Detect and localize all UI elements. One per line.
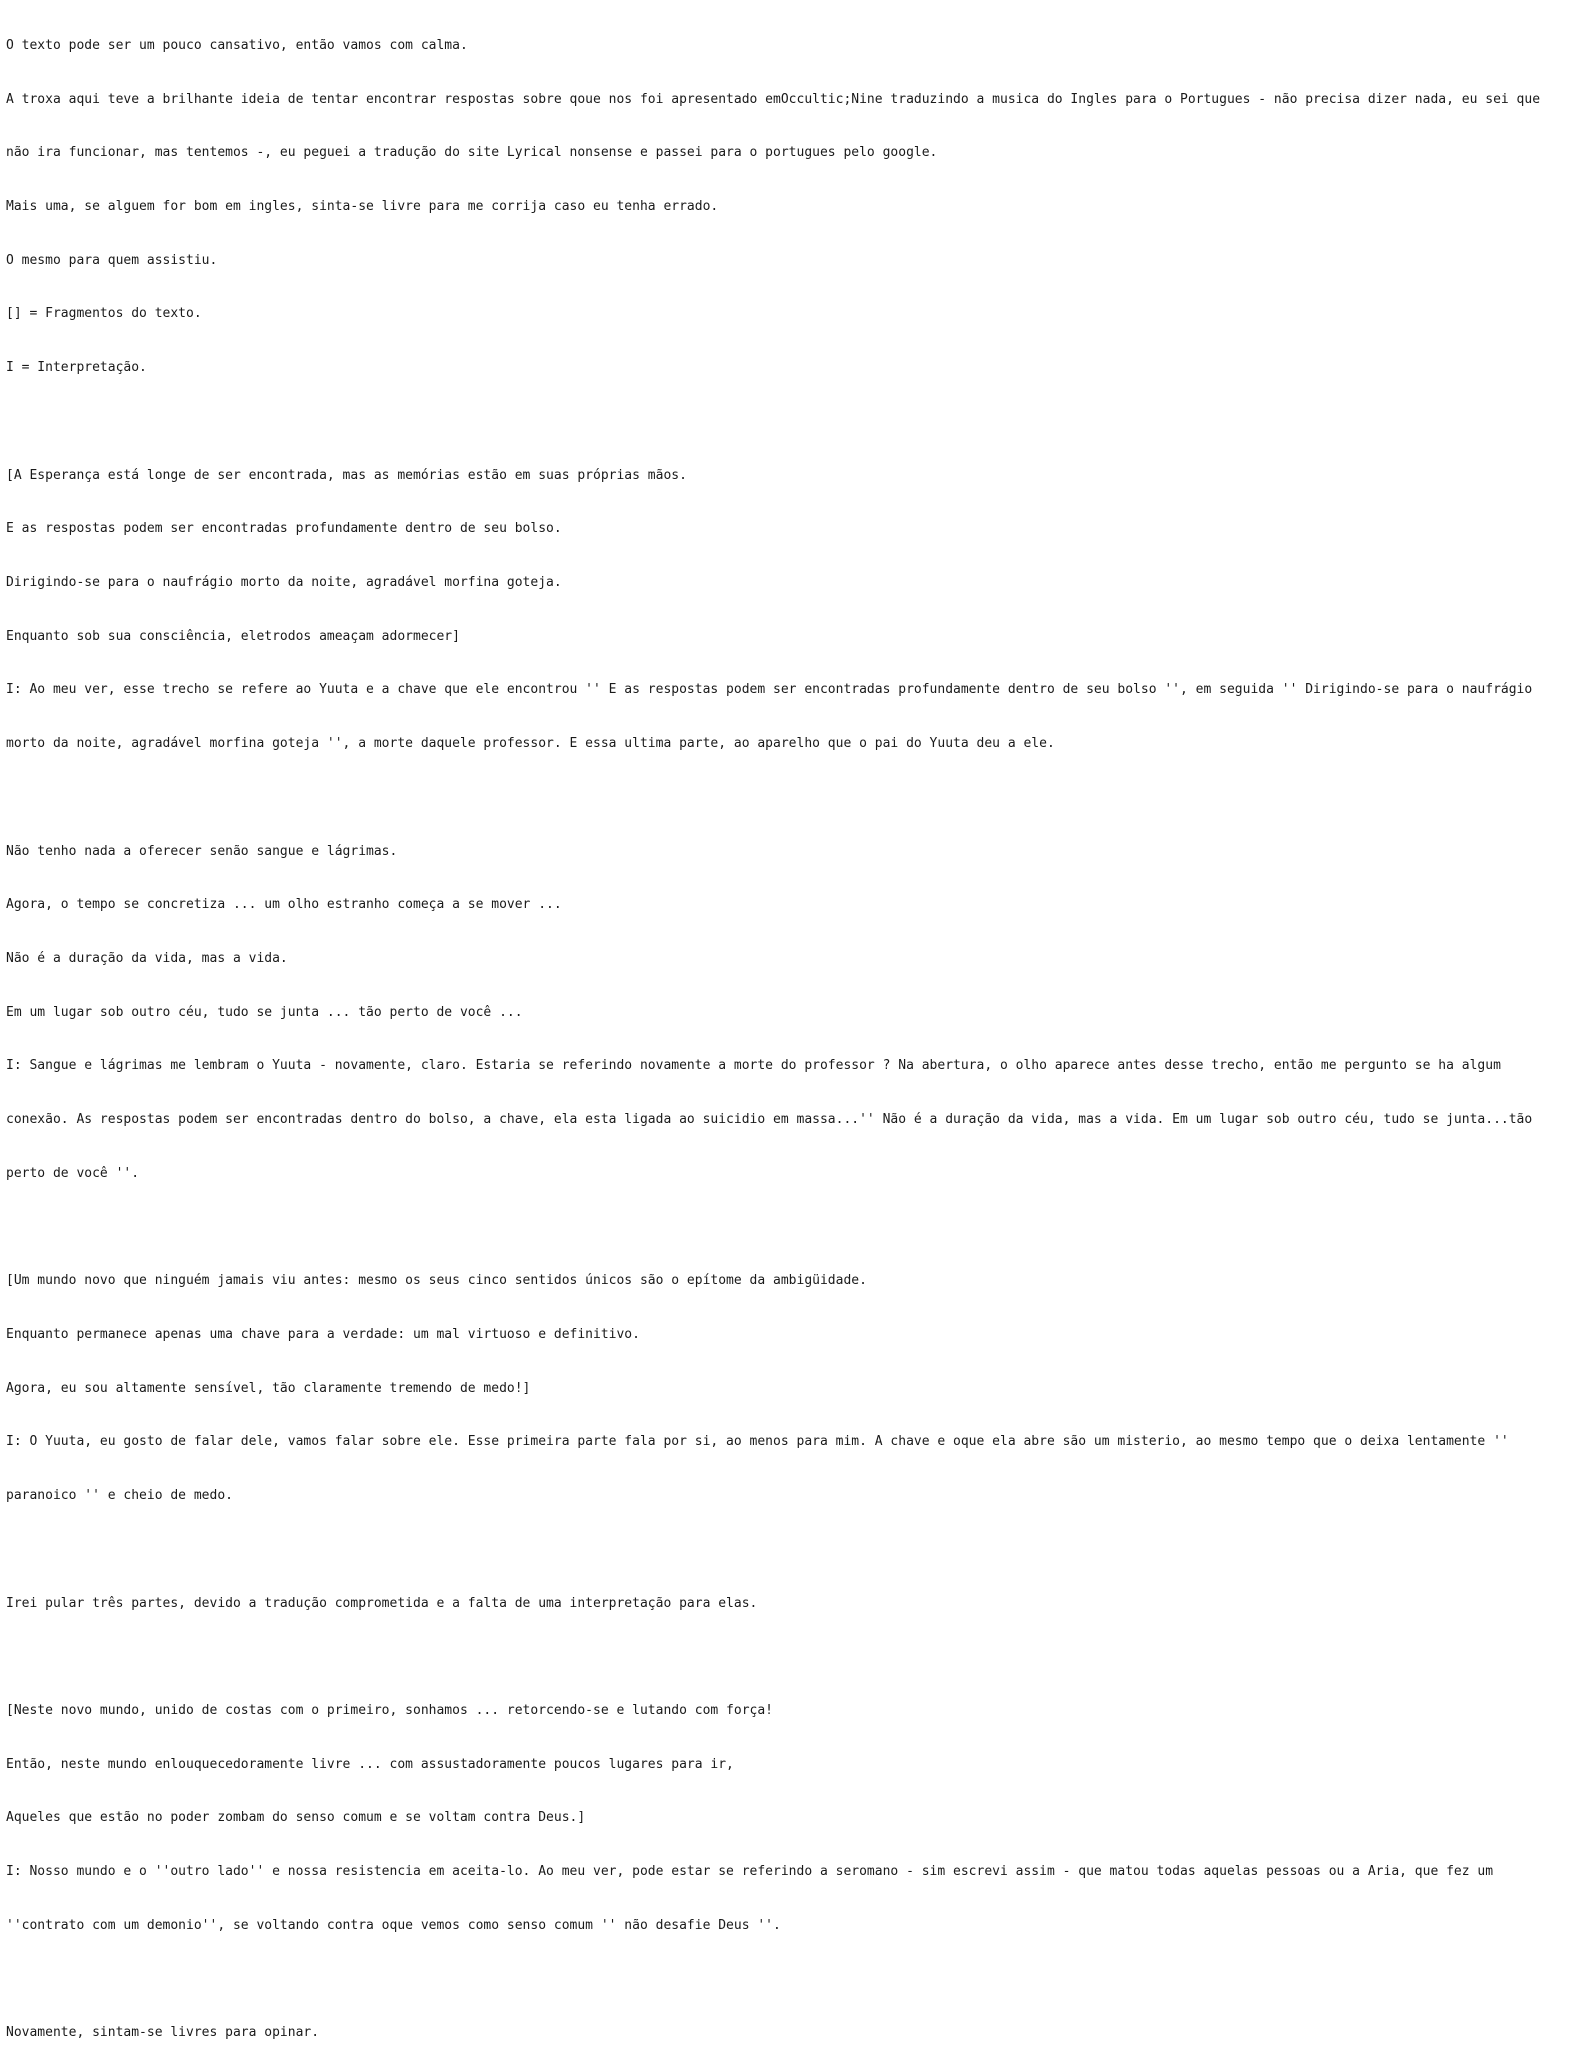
text-line: Em um lugar sob outro céu, tudo se junta ... tão perto de você ...: [6, 1004, 523, 1020]
blank-line: [6, 413, 1574, 431]
text-line: A troxa aqui teve a brilhante ideia de tentar encontrar respostas sobre qoue nos foi apresentado emOccultic;Nine traduzindo a musica do Ingles para o Portugues - não precisa dizer nada, eu sei que: [6, 91, 1541, 107]
text-line: I: Nosso mundo e o ''outro lado'' e nossa resistencia em aceita-lo. Ao meu ver, pode estar se referindo a seromano - sim escrevi assim - que matou todas aquelas pessoas ou a Aria, que fez um: [6, 1864, 1494, 1880]
text-line: Agora, o tempo se concretiza ... um olho estranho começa a se mover ...: [6, 897, 562, 913]
text-line: [Um mundo novo que ninguém jamais viu antes: mesmo os seus cinco sentidos únicos são o epítome da ambigüidade.: [6, 1273, 867, 1289]
text-line: Agora, eu sou altamente sensível, tão claramente tremendo de medo!]: [6, 1380, 531, 1396]
text-line: I: O Yuuta, eu gosto de falar dele, vamos falar sobre ele. Esse primeira parte fala por si, ao menos para mim. A chave e oque ela abre são um misterio, ao mesmo tempo que o deixa lentamente '': [6, 1434, 1509, 1450]
blank-line: [6, 1648, 1574, 1666]
text-line: morto da noite, agradável morfina goteja '', a morte daquele professor. E essa ultima parte, ao aparelho que o pai do Yuuta deu a ele.: [6, 736, 1055, 752]
text-line: Então, neste mundo enlouquecedoramente livre ... com assustadoramente poucos lugares para ir,: [6, 1756, 734, 1772]
text-line: Enquanto sob sua consciência, eletrodos ameaçam adormecer]: [6, 628, 460, 644]
blank-line: [6, 1971, 1574, 1989]
text-line: I = Interpretação.: [6, 360, 147, 376]
text-line: Aqueles que estão no poder zombam do senso comum e se voltam contra Deus.]: [6, 1810, 586, 1826]
text-line: conexão. As respostas podem ser encontradas dentro do bolso, a chave, ela esta ligada ao suicidio em massa...'' Não é a duração da vida, mas a vida. Em um lugar sob outro céu, tudo se junta...tão: [6, 1112, 1533, 1128]
text-line: [] = Fragmentos do texto.: [6, 306, 202, 322]
text-line: [A Esperança está longe de ser encontrada, mas as memórias estão em suas próprias mãos.: [6, 467, 687, 483]
text-line: I: Sangue e lágrimas me lembram o Yuuta - novamente, claro. Estaria se referindo novamente a morte do professor ? Na abertura, o olho aparece antes desse trecho, então me pergunto se ha algum: [6, 1058, 1501, 1074]
text-line: Mais uma, se alguem for bom em ingles, sinta-se livre para me corrija caso eu tenha errado.: [6, 198, 719, 214]
text-line: I: Ao meu ver, esse trecho se refere ao Yuuta e a chave que ele encontrou '' E as respostas podem ser encontradas profundamente dentro de seu bolso '', em seguida '' Dirigindo-se para o naufrágio: [6, 682, 1533, 698]
text-line: O texto pode ser um pouco cansativo, então vamos com calma.: [6, 37, 468, 53]
text-line: Não é a duração da vida, mas a vida.: [6, 951, 288, 966]
text-line: paranoico '' e cheio de medo.: [6, 1488, 233, 1504]
text-line: Enquanto permanece apenas uma chave para a verdade: um mal virtuoso e definitivo.: [6, 1327, 640, 1343]
text-line: não ira funcionar, mas tentemos -, eu peguei a tradução do site Lyrical nonsense e passei para o portugues pelo google.: [6, 145, 938, 161]
text-line: Não tenho nada a oferecer senão sangue e lágrimas.: [6, 843, 398, 859]
text-line: perto de você ''.: [6, 1165, 140, 1181]
text-line: Novamente, sintam-se livres para opinar.: [6, 2025, 320, 2041]
blank-line: [6, 789, 1574, 807]
text-document: [6, 1, 1574, 2060]
blank-line: [6, 1541, 1574, 1559]
text-line: [Neste novo mundo, unido de costas com o primeiro, sonhamos ... retorcendo-se e lutando com força!: [6, 1703, 774, 1719]
text-line: Dirigindo-se para o naufrágio morto da noite, agradável morfina goteja.: [6, 574, 562, 590]
text-line: ''contrato com um demonio'', se voltando contra oque vemos como senso comum '' não desafie Deus ''.: [6, 1917, 781, 1933]
blank-line: [6, 1219, 1574, 1237]
text-line: E as respostas podem ser encontradas profundamente dentro de seu bolso.: [6, 521, 562, 537]
text-line: O mesmo para quem assistiu.: [6, 252, 218, 268]
text-line: Irei pular três partes, devido a tradução comprometida e a falta de uma interpretação para elas.: [6, 1595, 758, 1611]
